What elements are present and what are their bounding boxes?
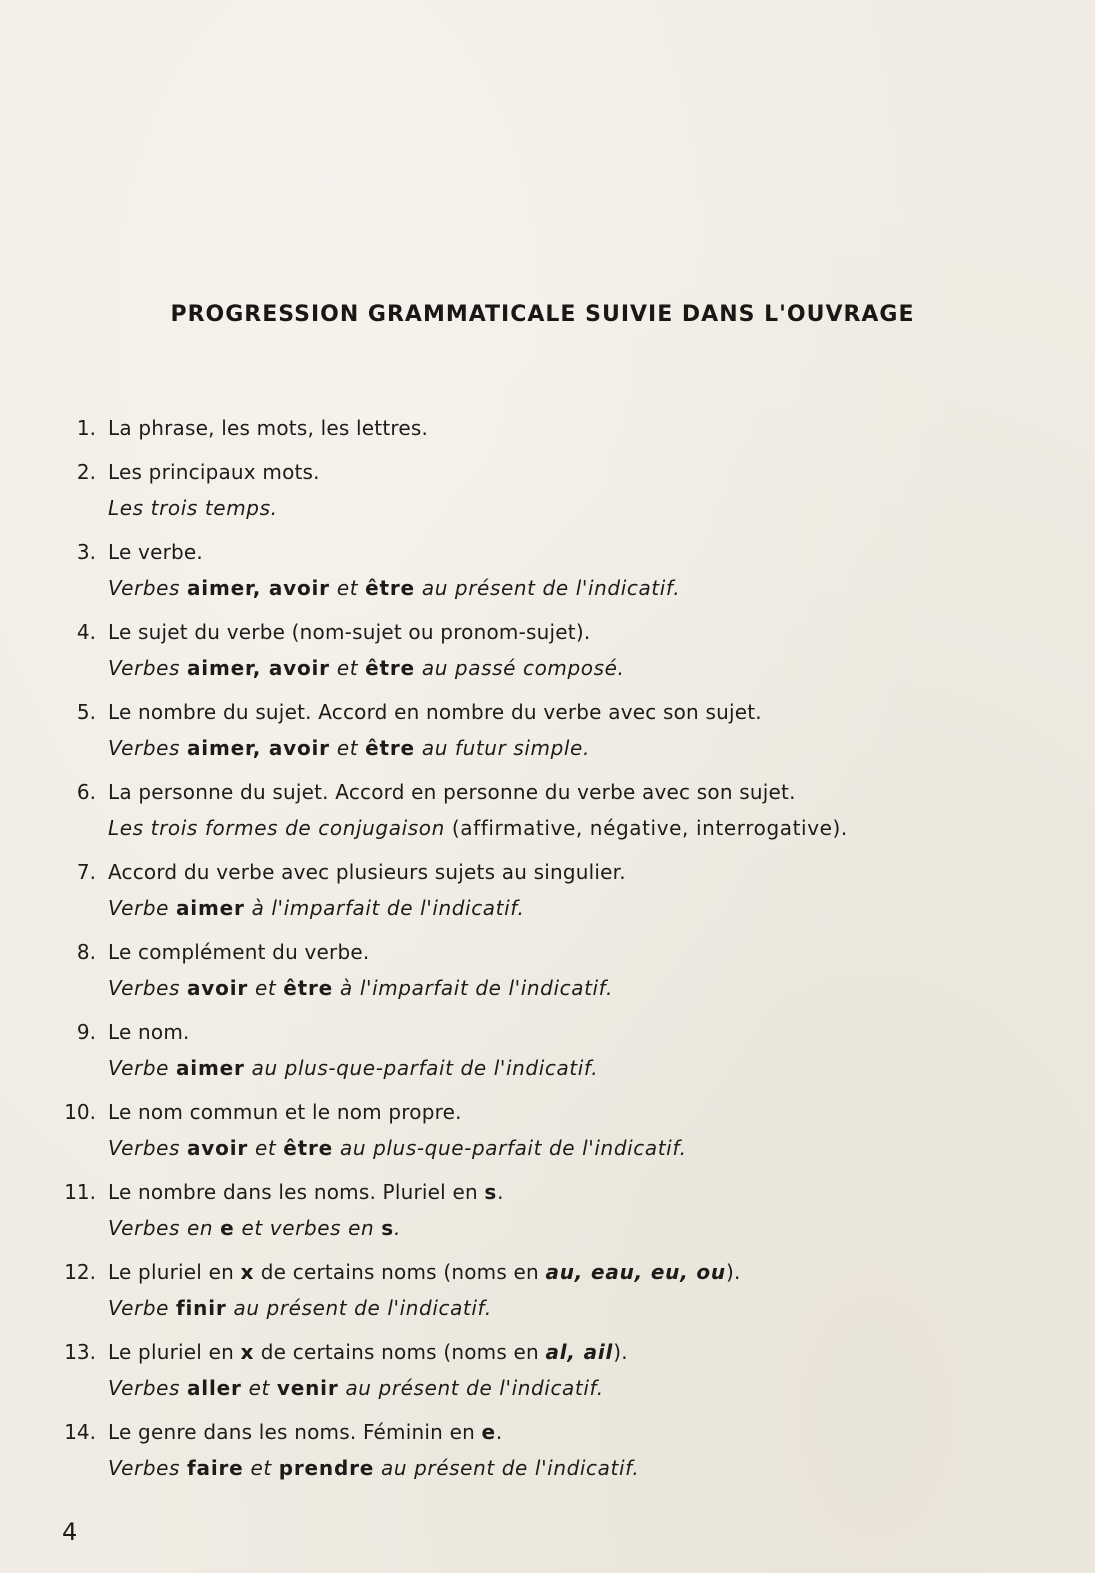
item-detail: Verbes en e et verbes en s.: [108, 1216, 401, 1240]
item-number: 3.: [76, 540, 96, 564]
page-number: 4: [62, 1518, 78, 1546]
item-detail: Verbes aller et venir au présent de l'indicatif.: [108, 1376, 604, 1400]
item-detail: Les trois temps.: [108, 496, 278, 520]
item-title: Le sujet du verbe (nom-sujet ou pronom-sujet).: [108, 620, 591, 644]
item-number: 10.: [64, 1100, 96, 1124]
item-number: 6.: [76, 780, 96, 804]
item-number: 8.: [76, 940, 96, 964]
item-detail: Verbes aimer, avoir et être au passé composé.: [108, 656, 625, 680]
item-number: 5.: [76, 700, 96, 724]
item-number: 1.: [76, 416, 96, 440]
item-detail: Verbe aimer à l'imparfait de l'indicatif.: [108, 896, 525, 920]
item-number: 13.: [64, 1340, 96, 1364]
item-title: Le complément du verbe.: [108, 940, 370, 964]
item-title: Le nombre du sujet. Accord en nombre du verbe avec son sujet.: [108, 700, 762, 724]
item-title: Le genre dans les noms. Féminin en e.: [108, 1420, 503, 1444]
item-number: 9.: [76, 1020, 96, 1044]
item-detail: Verbes avoir et être au plus-que-parfait de l'indicatif.: [108, 1136, 687, 1160]
item-title: La phrase, les mots, les lettres.: [108, 416, 429, 440]
item-number: 11.: [64, 1180, 96, 1204]
item-number: 12.: [64, 1260, 96, 1284]
item-detail: Verbes avoir et être à l'imparfait de l'indicatif.: [108, 976, 613, 1000]
item-detail: Les trois formes de conjugaison (affirmative, négative, interrogative).: [108, 816, 848, 840]
item-title: Le verbe.: [108, 540, 203, 564]
item-title: La personne du sujet. Accord en personne du verbe avec son sujet.: [108, 780, 796, 804]
item-title: Le nom.: [108, 1020, 190, 1044]
item-number: 4.: [76, 620, 96, 644]
page-title: PROGRESSION GRAMMATICALE SUIVIE DANS L'OUVRAGE: [170, 302, 915, 327]
item-number: 14.: [64, 1420, 96, 1444]
item-detail: Verbes faire et prendre au présent de l'indicatif.: [108, 1456, 640, 1480]
item-title: Le nom commun et le nom propre.: [108, 1100, 462, 1124]
item-title: Le pluriel en x de certains noms (noms en al, ail).: [108, 1340, 628, 1364]
item-detail: Verbes aimer, avoir et être au présent de l'indicatif.: [108, 576, 681, 600]
item-detail: Verbe finir au présent de l'indicatif.: [108, 1296, 492, 1320]
item-detail: Verbe aimer au plus-que-parfait de l'indicatif.: [108, 1056, 599, 1080]
item-title: Accord du verbe avec plusieurs sujets au singulier.: [108, 860, 626, 884]
item-title: Les principaux mots.: [108, 460, 320, 484]
item-title: Le pluriel en x de certains noms (noms en au, eau, eu, ou).: [108, 1260, 741, 1284]
item-number: 2.: [76, 460, 96, 484]
item-number: 7.: [76, 860, 96, 884]
item-title: Le nombre dans les noms. Pluriel en s.: [108, 1180, 504, 1204]
item-detail: Verbes aimer, avoir et être au futur simple.: [108, 736, 590, 760]
